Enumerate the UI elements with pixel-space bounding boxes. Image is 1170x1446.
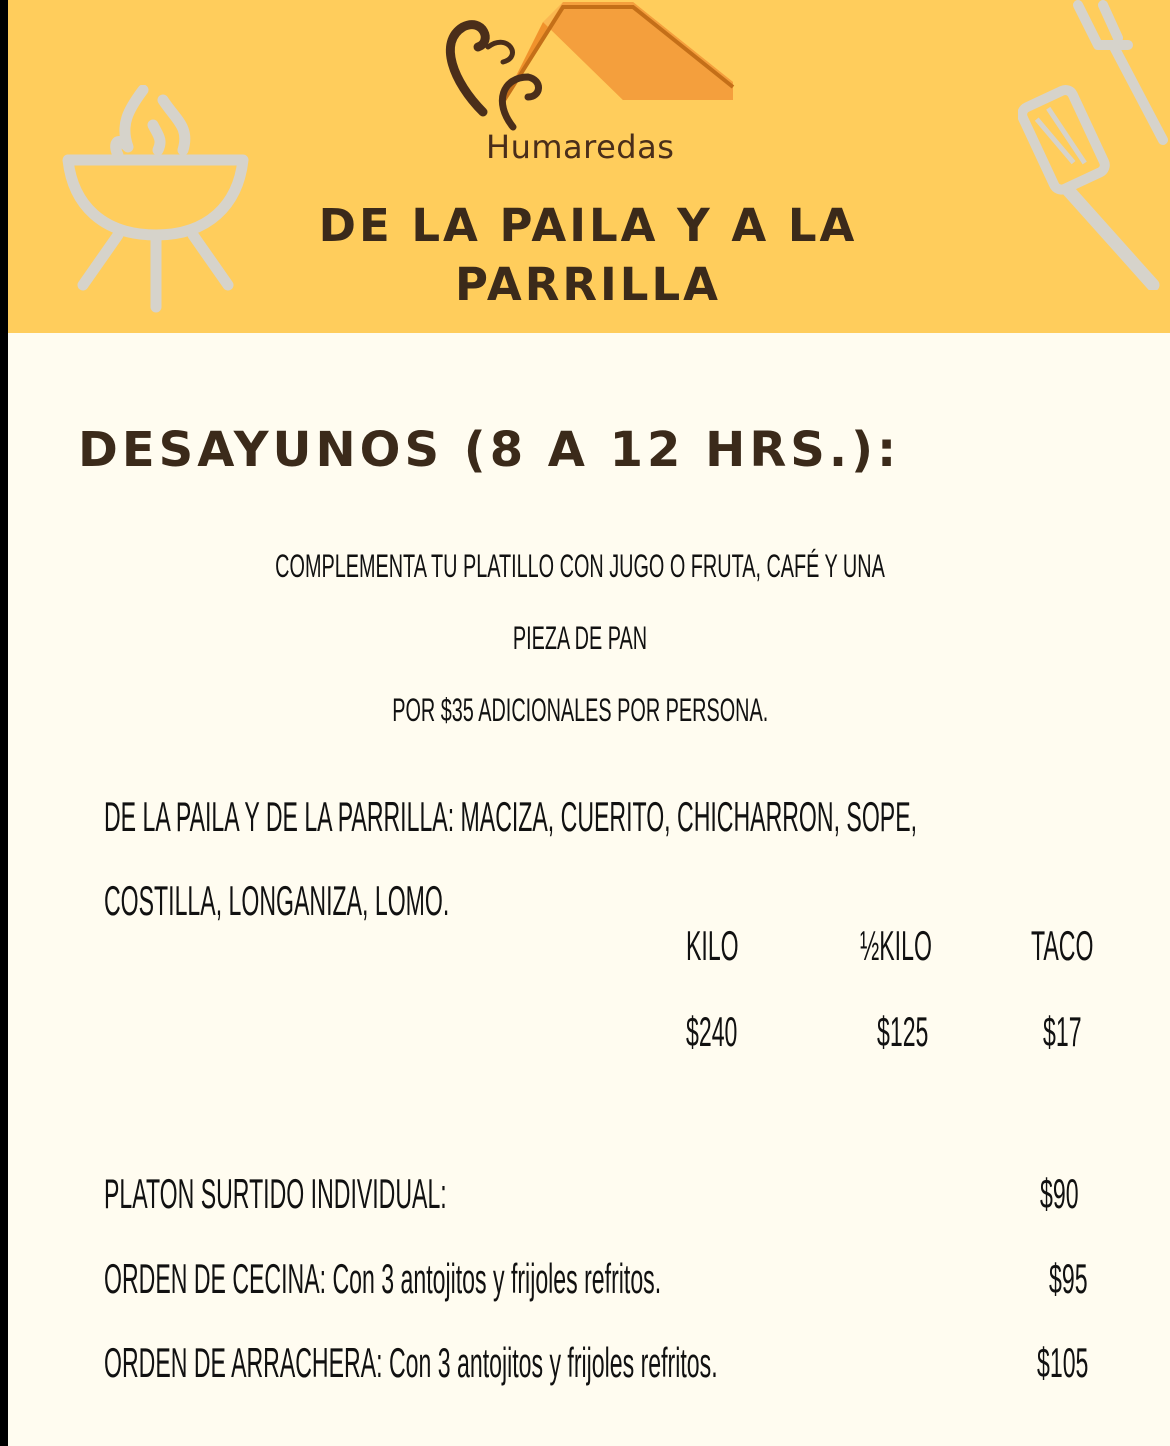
header-banner: [8, 0, 1170, 333]
menu-item-title: PLATON SURTIDO INDIVIDUAL:: [104, 1170, 447, 1217]
menu-item-description: Con 3 antojitos y frijoles refritos.: [326, 1255, 662, 1302]
brand-logo: [433, 2, 753, 132]
brand-name: Humaredas: [486, 128, 675, 166]
complement-text: [60, 530, 1100, 746]
menu-item-description: Con 3 antojitos y frijoles refritos.: [382, 1339, 718, 1386]
section-title: DESAYUNOS (8 A 12 HRS.):: [78, 422, 901, 478]
price-taco: $17: [1043, 1008, 1082, 1055]
price-header-kilo: KILO: [686, 922, 739, 969]
price-header-half-kilo: ½KILO: [860, 922, 932, 969]
complement-line1: COMPLEMENTA TU PLATILLO CON JUGO O FRUTA, CAFÉ Y UNA PIEZA DE PAN: [275, 548, 885, 656]
menu-item-price: $105: [1037, 1339, 1089, 1386]
menu-item-title: ORDEN DE CECINA:: [104, 1255, 327, 1302]
menu-item-name: [104, 1339, 718, 1387]
header-title: [248, 196, 928, 314]
menu-item-price: $95: [1049, 1255, 1088, 1302]
price-header-taco: TACO: [1031, 922, 1094, 969]
logo-smoke-icon: [450, 25, 538, 127]
price-kilo: $240: [686, 1008, 738, 1055]
header-title-line1: DE LA PAILA Y A LA: [318, 199, 858, 252]
paila-line1: DE LA PAILA Y DE LA PARRILLA: MACIZA, CUERITO, CHICHARRON, SOPE,: [104, 793, 918, 840]
menu-item-name: [104, 1255, 661, 1303]
left-border: [0, 0, 8, 1446]
menu-item-title: ORDEN DE ARRACHERA:: [104, 1339, 383, 1386]
price-half-kilo: $125: [877, 1008, 929, 1055]
spatula-fork-icon: [1018, 0, 1170, 290]
complement-line2: POR $35 ADICIONALES POR PERSONA.: [392, 692, 768, 728]
grill-icon: [58, 85, 258, 315]
menu-item-name: [104, 1170, 447, 1218]
paila-line2: COSTILLA, LONGANIZA, LOMO.: [104, 877, 450, 924]
header-title-line2: PARRILLA: [455, 258, 721, 311]
menu-item-price: $90: [1040, 1170, 1079, 1217]
